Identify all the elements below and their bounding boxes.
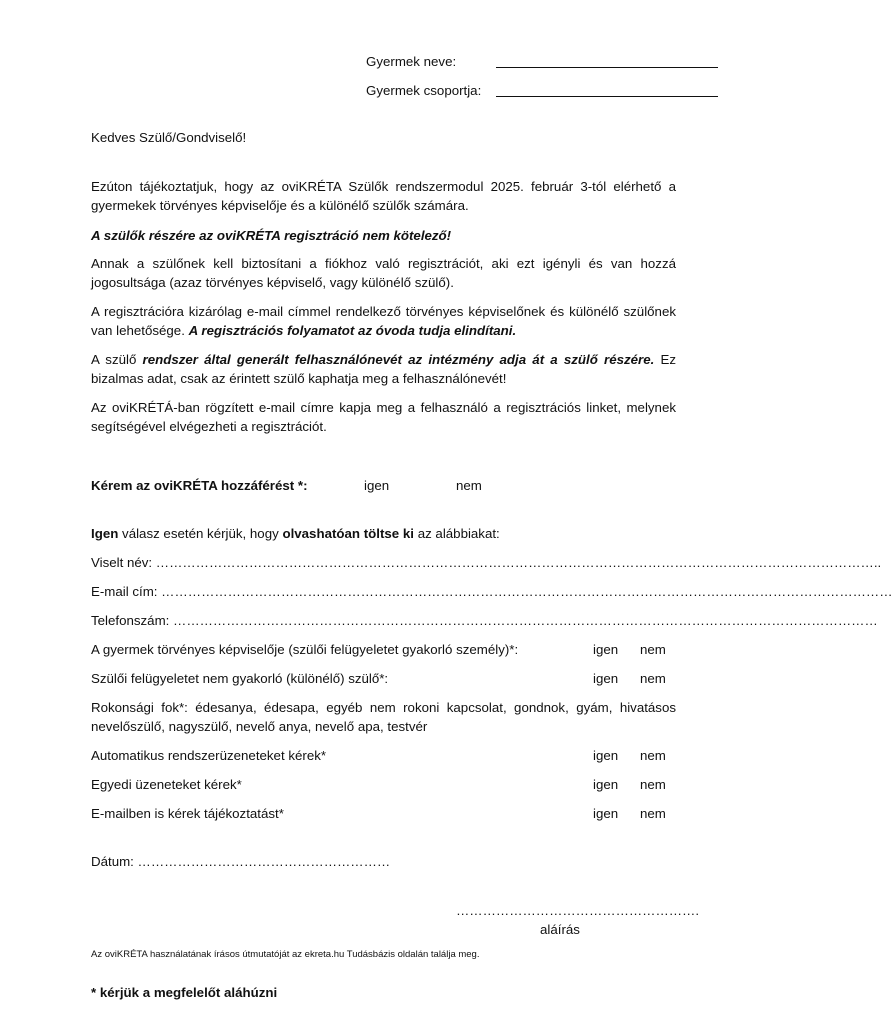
relationship-options[interactable]: Rokonsági fok*: édesanya, édesapa, egyéb nem rokoni kapcsolat, gondnok, gyám, hivatásos nevelőszülő, nagyszülő, nevelő anya, nevelő apa, testvér xyxy=(91,700,676,734)
child-name-label: Gyermek neve: xyxy=(366,54,457,69)
access-request-row xyxy=(91,476,691,495)
option-no[interactable]: nem xyxy=(640,642,666,657)
phone-field[interactable]: Telefonszám: …………………………………………………………………………………………………………………………………………… xyxy=(91,613,878,628)
option-no[interactable]: nem xyxy=(640,777,666,792)
access-paragraph: Annak a szülőnek kell biztosítani a fiókhoz való regisztrációt, aki ezt igényli és van hozzá jogosultsága (azaz törvényes képviselő, vagy különélő szülő). xyxy=(91,256,676,290)
asterisk-note: * kérjük a megfelelőt aláhúzni xyxy=(91,985,278,1000)
question-legal-representative xyxy=(91,640,691,659)
question-label: Szülői felügyeletet nem gyakorló (különélő) szülő*: xyxy=(91,671,389,686)
registration-text: A regisztrációra kizárólag e-mail címmel rendelkező törvényes képviselőnek és különélő szülőnek van lehetősége. xyxy=(91,304,676,338)
access-request-no[interactable]: nem xyxy=(456,478,482,493)
child-group-label: Gyermek csoportja: xyxy=(366,83,482,98)
option-no[interactable]: nem xyxy=(640,671,666,686)
question-label: A gyermek törvényes képviselője (szülői felügyeletet gyakorló személy)*: xyxy=(91,642,519,657)
option-yes[interactable]: igen xyxy=(593,806,619,821)
username-pre: A szülő xyxy=(91,352,137,367)
child-name-line[interactable] xyxy=(496,67,718,68)
access-request-yes[interactable]: igen xyxy=(364,478,390,493)
option-yes[interactable]: igen xyxy=(593,777,619,792)
registration-bold: A regisztrációs folyamatot az óvoda tudja elindítani. xyxy=(188,323,517,338)
intro-paragraph: Ezúton tájékoztatjuk, hogy az oviKRÉTA Szülők rendszermodul 2025. február 3-tól elérhető a gyermekek törvényes képviselője és a különélő szülők számára. xyxy=(91,179,676,213)
registration-paragraph xyxy=(91,302,676,340)
option-yes[interactable]: igen xyxy=(593,642,619,657)
signature-line[interactable]: ………………………………………………. xyxy=(456,903,700,918)
username-bold: rendszer által generált felhasználónevét az intézmény adja át a szülő részére. xyxy=(142,352,655,367)
notice-optional: A szülők részére az oviKRÉTA regisztráció nem kötelező! xyxy=(91,228,452,243)
footnote: Az oviKRÉTA használatának írásos útmutatóját az ekreta.hu Tudásbázis oldalán találja meg. xyxy=(91,949,480,960)
option-no[interactable]: nem xyxy=(640,748,666,763)
option-yes[interactable]: igen xyxy=(593,671,619,686)
instruction-text-2: az alábbiakat: xyxy=(417,526,500,541)
preference-system-messages xyxy=(91,746,691,765)
preference-label: Egyedi üzeneteket kérek* xyxy=(91,777,242,792)
preference-email-info xyxy=(91,804,691,823)
option-no[interactable]: nem xyxy=(640,806,666,821)
instruction-text-1: válasz esetén kérjük, hogy xyxy=(122,526,279,541)
signature-label: aláírás xyxy=(540,922,580,937)
instruction-bold-yes: Igen xyxy=(91,526,119,541)
preference-label: E-mailben is kérek tájékoztatást* xyxy=(91,806,284,821)
date-field[interactable]: Dátum: ………………………………………………… xyxy=(91,854,391,869)
question-separated-parent xyxy=(91,669,691,688)
fill-instruction xyxy=(91,524,500,543)
access-request-label: Kérem az oviKRÉTA hozzáférést *: xyxy=(91,478,308,493)
option-yes[interactable]: igen xyxy=(593,748,619,763)
email-paragraph: Az oviKRÉTÁ-ban rögzített e-mail címre kapja meg a felhasználó a regisztrációs linket, melynek segítségével elvégezheti a regisztrációt. xyxy=(91,400,676,434)
username-paragraph xyxy=(91,350,676,388)
username-post: Ez bizalmas adat, csak az érintett szülő kaphatja meg a felhasználónevét! xyxy=(91,352,676,386)
name-field[interactable]: Viselt név: ……………………………………………………………………………………………………………………………………………….. xyxy=(91,555,882,570)
preference-custom-messages xyxy=(91,775,691,794)
greeting: Kedves Szülő/Gondviselő! xyxy=(91,130,247,145)
child-group-line[interactable] xyxy=(496,96,718,97)
email-field[interactable]: E-mail cím: ………………………………………………………………………………………………………………………………………………… xyxy=(91,584,893,599)
preference-label: Automatikus rendszerüzeneteket kérek* xyxy=(91,748,327,763)
instruction-bold-legibly: olvashatóan töltse ki xyxy=(282,526,414,541)
